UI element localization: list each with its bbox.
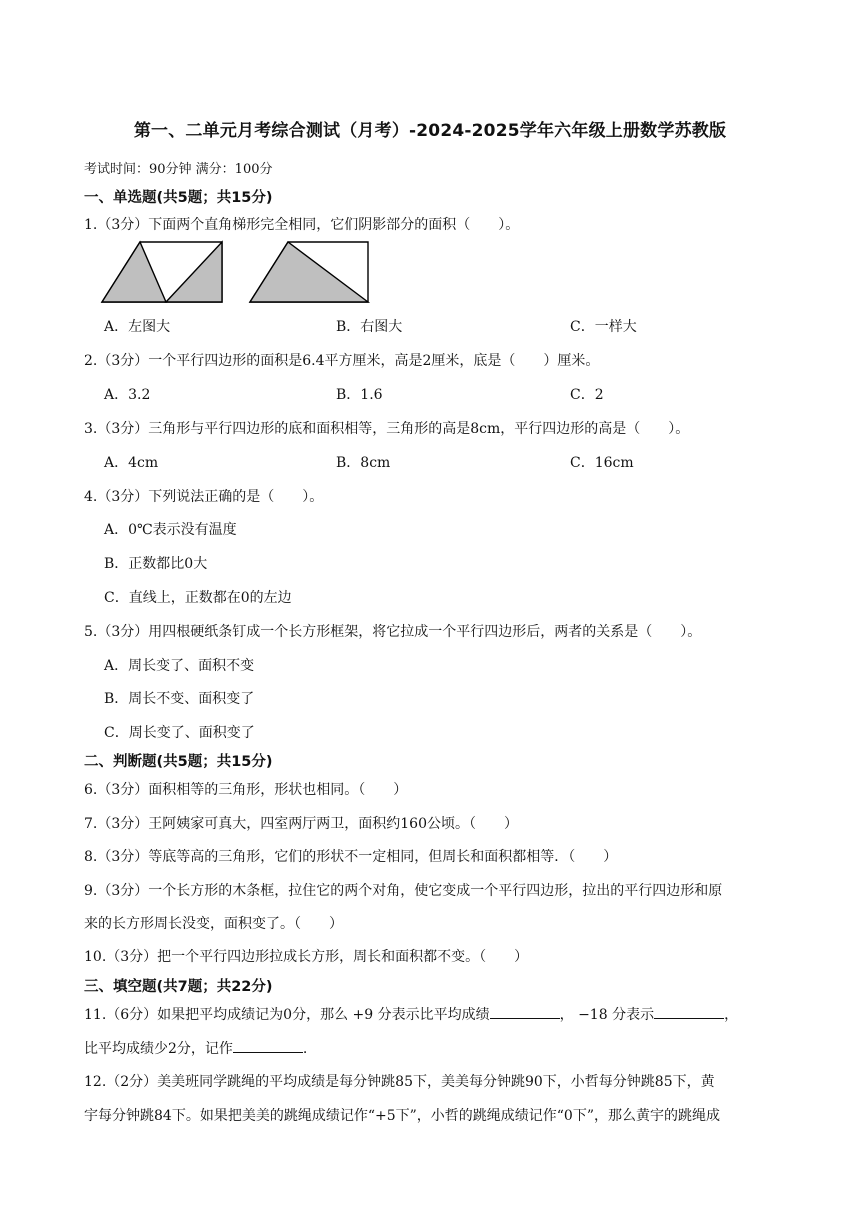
question-5-option-b: B．周长不变、面积变了 xyxy=(104,691,255,707)
page-title: 第一、二单元月考综合测试（月考）-2024-2025学年六年级上册数学苏教版 xyxy=(133,121,727,141)
question-4-stem: 4.（3分）下列说法正确的是（ ）。 xyxy=(84,489,324,505)
question-6: 6.（3分）面积相等的三角形，形状也相同。（ ） xyxy=(84,782,408,798)
question-4-option-a: A．0℃表示没有温度 xyxy=(104,522,237,538)
question-11-text-d: 比平均成绩少2分，记作 xyxy=(84,1041,233,1057)
section-heading-true-false: 二、判断题(共5题；共15分) xyxy=(84,754,273,770)
left-trapezoid-figure xyxy=(102,242,222,302)
answer-blank-3[interactable] xyxy=(233,1038,303,1053)
question-11-line-2 xyxy=(84,1038,307,1058)
question-3-stem: 3.（3分）三角形与平行四边形的底和面积相等，三角形的高是8cm，平行四边形的高是（ ）。 xyxy=(84,421,690,437)
section-heading-single-choice: 一、单选题(共5题；共15分) xyxy=(84,190,273,206)
answer-blank-1[interactable] xyxy=(490,1004,560,1019)
question-1-option-b: B．右图大 xyxy=(336,319,403,335)
question-2-stem: 2.（3分）一个平行四边形的面积是6.4平方厘米，高是2厘米，底是（ ）厘米。 xyxy=(84,353,600,369)
question-5-stem: 5.（3分）用四根硬纸条钉成一个长方形框架，将它拉成一个平行四边形后，两者的关系是（ ）。 xyxy=(84,624,702,640)
question-9-line-2: 来的长方形周长没变，面积变了。（ ） xyxy=(84,916,343,932)
question-2-option-a: A．3.2 xyxy=(104,387,151,403)
question-2-option-b: B．1.6 xyxy=(336,387,383,403)
question-12-line-2: 宇每分钟跳84下。如果把美美的跳绳成绩记作“+5下”，小哲的跳绳成绩记作“0下”，那么黄宇的跳绳成 xyxy=(84,1108,720,1124)
question-3-option-c: C．16cm xyxy=(570,455,634,471)
question-12-line-1: 12.（2分）美美班同学跳绳的平均成绩是每分钟跳85下，美美每分钟跳90下，小哲每分钟跳85下，黄 xyxy=(84,1074,715,1090)
question-3-option-b: B．8cm xyxy=(336,455,391,471)
question-11-line-1 xyxy=(84,1004,738,1024)
question-11-text-a: 11.（6分）如果把平均成绩记为0分，那么 +9 分表示比平均成绩 xyxy=(84,1007,490,1023)
question-1-option-c: C．一样大 xyxy=(570,319,637,335)
question-4-option-c: C．直线上，正数都在0的左边 xyxy=(104,590,292,606)
question-9-line-1: 9.（3分）一个长方形的木条框，拉住它的两个对角，使它变成一个平行四边形，拉出的平行四边形和原 xyxy=(84,883,723,899)
answer-blank-2[interactable] xyxy=(654,1004,724,1019)
question-8: 8.（3分）等底等高的三角形，它们的形状不一定相同，但周长和面积都相等．（ ） xyxy=(84,849,618,865)
question-3-option-a: A．4cm xyxy=(104,455,159,471)
question-4-option-b: B．正数都比0大 xyxy=(104,556,208,572)
question-1-option-a: A．左图大 xyxy=(104,319,171,335)
question-7: 7.（3分）王阿姨家可真大，四室两厅两卫，面积约160公顷。（ ） xyxy=(84,816,518,832)
question-1-stem: 1.（3分）下面两个直角梯形完全相同，它们阴影部分的面积（ ）。 xyxy=(84,217,520,233)
exam-meta: 考试时间：90分钟 满分：100分 xyxy=(84,162,273,177)
question-5-option-c: C．周长变了、面积变了 xyxy=(104,725,255,741)
question-2-option-c: C．2 xyxy=(570,387,604,403)
question-10: 10.（3分）把一个平行四边形拉成长方形，周长和面积都不变。（ ） xyxy=(84,949,529,965)
right-trapezoid-figure xyxy=(250,242,368,302)
trapezoid-figures xyxy=(100,240,380,306)
question-11-text-e: . xyxy=(302,1041,308,1057)
question-5-option-a: A．周长变了、面积不变 xyxy=(104,658,255,674)
section-heading-fill-blank: 三、填空题(共7题；共22分) xyxy=(84,979,273,995)
question-11-text-b: ， −18 分表示 xyxy=(559,1007,655,1023)
question-11-text-c: ， xyxy=(724,1007,739,1023)
